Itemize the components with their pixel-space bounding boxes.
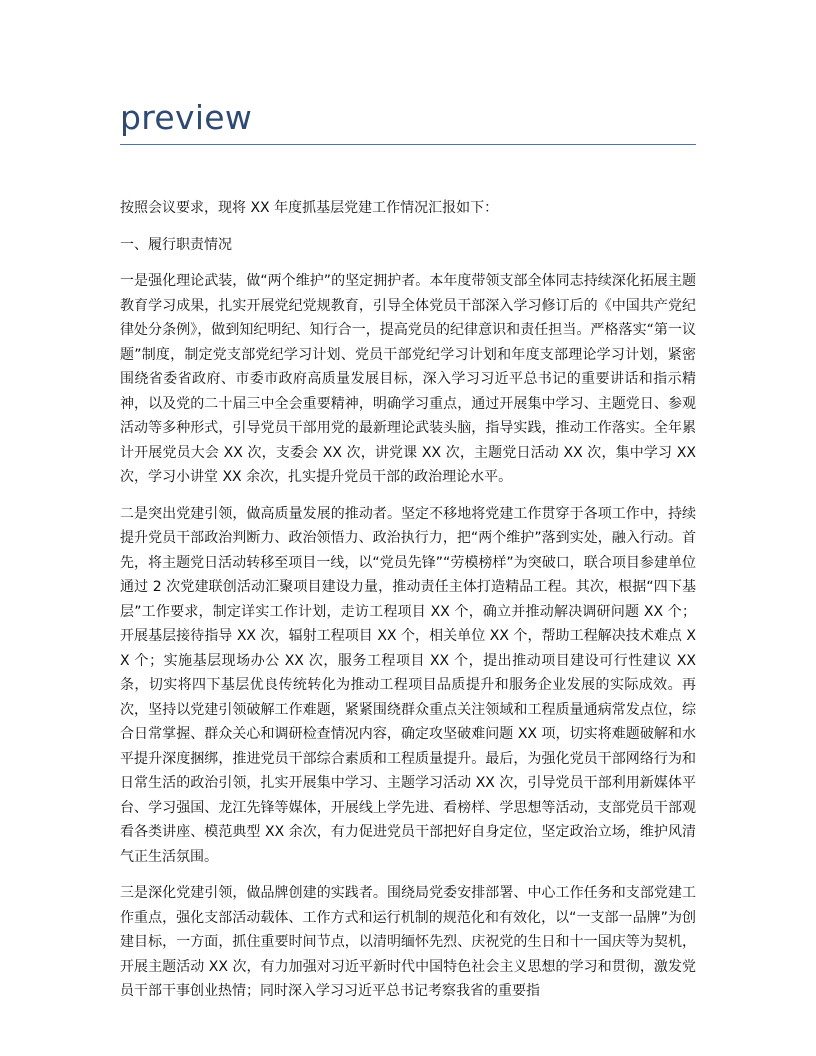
page-title: preview [120,98,253,137]
section-heading: 一、履行职责情况 [120,236,232,253]
document-body [120,196,696,1016]
intro-paragraph: 按照会议要求，现将 XX 年度抓基层党建工作情况汇报如下： [120,200,499,216]
body-paragraph-2: 二是突出党建引领，做高质量发展的推动者。坚定不移地将党建工作贯穿于各项工作中，持续提升党员干部政治判断力、政治领悟力、政治执行力，把“两个维护”落到实处，融入行动。首先，将主题党日活动转移至项目一线，以“党员先锋”“劳模榜样”为突破口，联合项目参建单位通过 2 次党建联创活动汇聚项目建设力量，推动责任主体打造精品工程。其次，根据“四下基层”工作要求，制定详实工作计划，走访工程项目 XX 个，确立并推动解决调研问题 XX 个；开展基层接待指导 XX 次，辐射工程项目 XX 个，相关单位 XX 个，帮助工程解决技术难点 XX 个；实施基层现场办公 XX 次，服务工程项目 XX 个，提出推动项目建设可行性建议 XX 条，切实将四下基层优良传统转化为推动工程项目品质提升和服务企业发展的实际成效。再次，坚持以党建引领破解工作难题，紧紧围绕群众重点关注领域和工程质量通病常发点位，综合日常掌握、群众关心和调研检查情况内容，确定攻坚破难问题 XX 项，切实将难题破解和水平提升深度捆绑，推进党员干部综合素质和工程质量提升。最后，为强化党员干部网络行为和日常生活的政治引领，扎实开展集中学习、主题学习活动 XX 次，引导党员干部利用新媒体平台、学习强国、龙江先锋等媒体，开展线上学先进、看榜样、学思想等活动，支部党员干部观看各类讲座、模范典型 XX 余次，有力促进党员干部把好自身定位，坚定政治立场，维护风清气正生活氛围。 [120,505,696,865]
body-paragraph-1: 一是强化理论武装，做“两个维护”的坚定拥护者。本年度带领支部全体同志持续深化拓展主题教育学习成果，扎实开展党纪党规教育，引导全体党员干部深入学习修订后的《中国共产党纪律处分条例》，做到知纪明纪、知行合一，提高党员的纪律意识和责任担当。严格落实“第一议题”制度，制定党支部党纪学习计划、党员干部党纪学习计划和年度支部理论学习计划，紧密围绕省委省政府、市委市政府高质量发展目标，深入学习习近平总书记的重要讲话和指示精神，以及党的二十届三中全会重要精神，明确学习重点，通过开展集中学习、主题党日、参观活动等多种形式，引导党员干部用党的最新理论武装头脑，指导实践，推动工作落实。全年累计开展党员大会 XX 次，支委会 XX 次，讲党课 XX 次，主题党日活动 XX 次，集中学习 XX 次，学习小讲堂 XX 余次，扎实提升党员干部的政治理论水平。 [120,273,696,485]
body-paragraph-3: 三是深化党建引领，做品牌创建的实践者。围绕局党委安排部署、中心工作任务和支部党建工作重点，强化支部活动载体、工作方式和运行机制的规范化和有效化，以“一支部一品牌”为创建目标，一方面，抓住重要时间节点，以清明缅怀先烈、庆祝党的生日和十一国庆等为契机，开展主题活动 XX 次，有力加强对习近平新时代中国特色社会主义思想的学习和贯彻，激发党员干部干事创业热情；同时深入学习习近平总书记考察我省的重要指 [120,885,696,999]
title-divider [120,144,696,145]
